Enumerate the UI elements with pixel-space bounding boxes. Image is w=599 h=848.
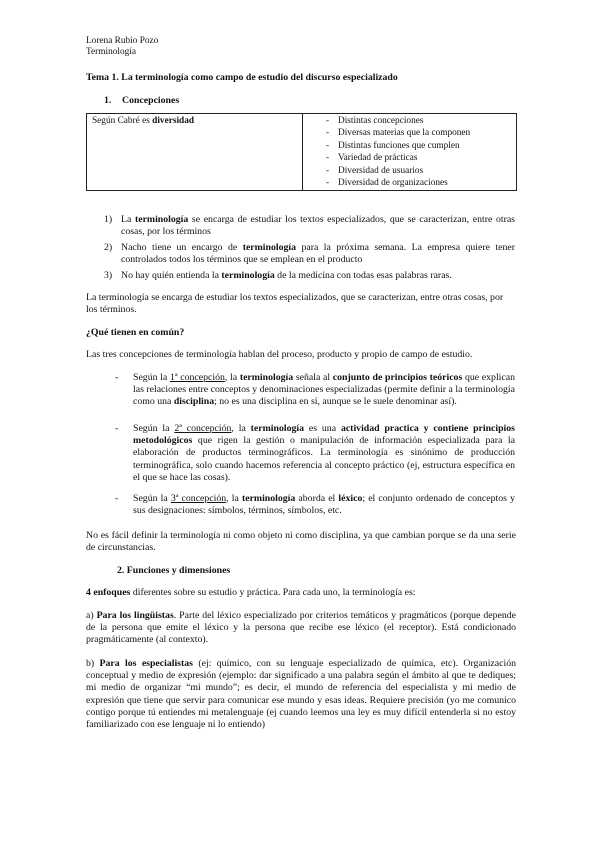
list-item: - Distintas funciones que cumplen (308, 140, 511, 152)
paragraph-3: No es fácil definir la terminología ni como objeto ni como disciplina, ya que cambian porque se da una serie de circunstancias. (86, 530, 516, 554)
common-heading: ¿Qué tienen en común? (86, 327, 185, 338)
example-number: 2) (104, 242, 113, 253)
table-list (308, 115, 511, 189)
list-item: - Diversidad de usuarios (308, 165, 511, 177)
paragraph-4: 4 enfoques diferentes sobre su estudio y práctica. Para cada uno, la terminología es: (86, 587, 416, 598)
paragraph-5: a) Para los lingüistas. Parte del léxico especializado por criterios temáticos y pragmáticos (porque depende de la persona que emite el léxico y la persona que recibe ese léxico (el receptor). Está condicionado pragmáticamente (al contexto). (86, 610, 516, 646)
example-2: Nacho tiene un encargo de terminología para la próxima semana. La empresa quiere tener controlados todos los términos que se emplean en el producto (121, 242, 515, 266)
list-item: - Diversas materias que la componen (308, 127, 511, 139)
table-right-cell (303, 114, 517, 191)
concept-3: Según la 3ª concepción, la terminología aborda el léxico; el conjunto ordenado de conceptos y sus designaciones: símbolos, términos, símbolos, etc. (133, 493, 515, 517)
concepts-table (86, 113, 517, 191)
concept-1: Según la 1ª concepción, la terminología señala al conjunto de principios teóricos que explican las relaciones entre conceptos y denominaciones especializadas (permite definir a la terminología como una disciplina; no es una disciplina en sí, aunque se le suele denominar así). (133, 372, 515, 408)
header-author: Lorena Rubio Pozo (86, 36, 159, 46)
dash-bullet: - (115, 493, 119, 504)
section2-heading: 2. Funciones y dimensiones (117, 565, 231, 576)
list-item: - Variedad de prácticas (308, 152, 511, 164)
list-item: - Diversidad de organizaciones (308, 177, 511, 189)
paragraph-6: b) Para los especialistas (ej: químico, con su lenguaje especializado de química, etc). Organización conceptual y medio de expresión (ejemplo: dar significado a una palabra según el ámbito al que te dediques; mi medio de organizar “mi mundo”; es decir, el mundo de referencia del especialista y mi medio de expresión que tiene que servir para comunicar ese mundo y esas ideas. Requiere precisión (yo me comunico contigo porque tú entiendes mi metalenguaje (ej cuando leemos una ley es muy difícil entenderla si no estoy familiarizado con ese lenguaje ni lo entiendo) (86, 658, 516, 731)
example-3: No hay quién entienda la terminología de la medicina con todas esas palabras raras. (121, 270, 452, 281)
table-left-text: Según Cabré es (92, 116, 153, 126)
table-left-cell (87, 114, 303, 191)
dash-bullet: - (115, 423, 119, 434)
list-item: - Distintas concepciones (308, 115, 511, 127)
example-number: 3) (104, 270, 113, 281)
paragraph-2: Las tres concepciones de terminología hablan del proceso, producto y propio de campo de estudio. (86, 349, 473, 360)
table-left-bold: diversidad (152, 116, 195, 126)
example-1: La terminología se encarga de estudiar los textos especializados, que se caracterizan, entre otras cosas, por los términos (121, 214, 515, 238)
concept-2: Según la 2ª concepción, la terminología es una actividad practica y contiene principios metodológicos que rigen la gestión o manipulación de información especializada para la elaboración de productos terminográficos. La terminología es sinónimo de producción terminográfica, solo cuando hacemos referencia al concepto práctico (ej, estructura específica en el que se hace las cosas). (133, 423, 515, 483)
header-subject: Terminología (86, 47, 136, 57)
document-title: Tema 1. La terminología como campo de estudio del discurso especializado (86, 72, 398, 83)
dash-bullet: - (115, 372, 119, 383)
section1-heading: Concepciones (122, 95, 180, 106)
section1-number: 1. (104, 95, 112, 106)
paragraph-1: La terminología se encarga de estudiar los textos especializados, que se caracterizan, entre otras cosas, por los términos. (86, 292, 504, 316)
example-number: 1) (104, 214, 113, 225)
